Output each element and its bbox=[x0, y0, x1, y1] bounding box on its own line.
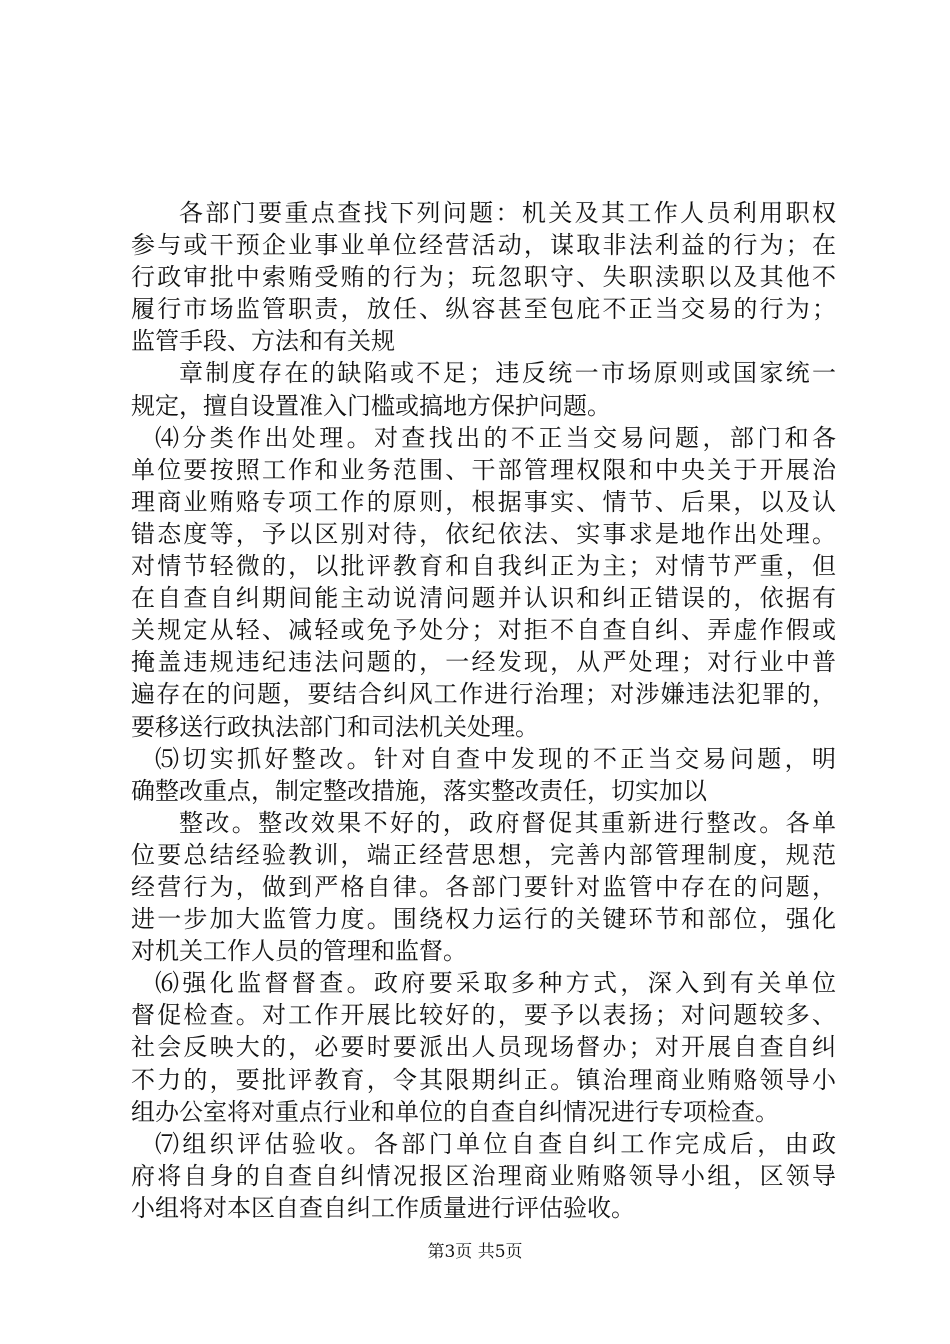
paragraph bbox=[131, 807, 836, 967]
text-line: 社会反映大的，必要时要派出人员现场督办；对开展自查自纠 bbox=[131, 1033, 836, 1062]
text-line: 督促检查。对工作开展比较好的，要予以表扬；对问题较多、 bbox=[131, 1001, 836, 1030]
text-line: 整改。整改效果不好的，政府督促其重新进行整改。各单 bbox=[179, 808, 836, 837]
text-line: 确整改重点，制定整改措施，落实整改责任，切实加以 bbox=[131, 776, 707, 805]
page-number-footer: 第3页 共5页 bbox=[427, 1242, 523, 1262]
document-body bbox=[131, 197, 836, 1224]
text-line: 对情节轻微的，以批评教育和自我纠正为主；对情节严重，但 bbox=[131, 552, 836, 581]
text-line: 单位要按照工作和业务范围、干部管理权限和中央关于开展治 bbox=[131, 455, 836, 484]
paragraph bbox=[131, 1128, 836, 1224]
paragraph bbox=[131, 197, 836, 357]
text-line: 小组将对本区自查自纠工作质量进行评估验收。 bbox=[131, 1193, 635, 1222]
paragraph bbox=[131, 422, 836, 743]
text-line: 各部门要重点查找下列问题：机关及其工作人员利用职权 bbox=[179, 199, 836, 227]
text-line: 关规定从轻、减轻或免予处分；对拒不自查自纠、弄虚作假或 bbox=[131, 616, 836, 645]
text-line: 参与或干预企业事业单位经营活动，谋取非法利益的行为；在 bbox=[131, 231, 836, 260]
paragraph bbox=[131, 743, 836, 807]
text-line: 要移送行政执法部门和司法机关处理。 bbox=[131, 712, 539, 741]
text-line: ⑸切实抓好整改。针对自查中发现的不正当交易问题，明 bbox=[155, 744, 836, 773]
text-line: 府将自身的自查自纠情况报区治理商业贿赂领导小组，区领导 bbox=[131, 1161, 836, 1190]
text-line: 理商业贿赂专项工作的原则，根据事实、情节、后果，以及认 bbox=[131, 487, 836, 516]
text-line: ⑷分类作出处理。对查找出的不正当交易问题，部门和各 bbox=[155, 423, 836, 452]
text-line: 行政审批中索贿受贿的行为；玩忽职守、失职渎职以及其他不 bbox=[131, 263, 836, 292]
text-line: 在自查自纠期间能主动说清问题并认识和纠正错误的，依据有 bbox=[131, 584, 836, 613]
text-line: 不力的，要批评教育，令其限期纠正。镇治理商业贿赂领导小 bbox=[131, 1065, 836, 1094]
text-line: 履行市场监管职责，放任、纵容甚至包庇不正当交易的行为； bbox=[131, 295, 836, 324]
text-line: ⑹强化监督督查。政府要采取多种方式，深入到有关单位 bbox=[155, 969, 836, 998]
text-line: 监管手段、方法和有关规 bbox=[131, 327, 395, 356]
text-line: 章制度存在的缺陷或不足；违反统一市场原则或国家统一 bbox=[179, 359, 836, 388]
text-line: 位要总结经验教训，端正经营思想，完善内部管理制度，规范 bbox=[131, 840, 836, 869]
text-line: 掩盖违规违纪违法问题的，一经发现，从严处理；对行业中普 bbox=[131, 648, 836, 677]
paragraph bbox=[131, 357, 836, 421]
text-line: 组办公室将对重点行业和单位的自查自纠情况进行专项检查。 bbox=[131, 1097, 779, 1126]
text-line: 规定，擅自设置准入门槛或搞地方保护问题。 bbox=[131, 391, 611, 420]
text-line: 进一步加大监管力度。围绕权力运行的关键环节和部位，强化 bbox=[131, 905, 836, 934]
paragraph bbox=[131, 967, 836, 1127]
text-line: 经营行为，做到严格自律。各部门要针对监管中存在的问题， bbox=[131, 872, 836, 901]
text-line: 错态度等，予以区别对待，依纪依法、实事求是地作出处理。 bbox=[131, 519, 836, 548]
text-line: 对机关工作人员的管理和监督。 bbox=[131, 937, 467, 966]
text-line: ⑺组织评估验收。各部门单位自查自纠工作完成后，由政 bbox=[155, 1129, 836, 1158]
text-line: 遍存在的问题，要结合纠风工作进行治理；对涉嫌违法犯罪的， bbox=[131, 680, 836, 709]
